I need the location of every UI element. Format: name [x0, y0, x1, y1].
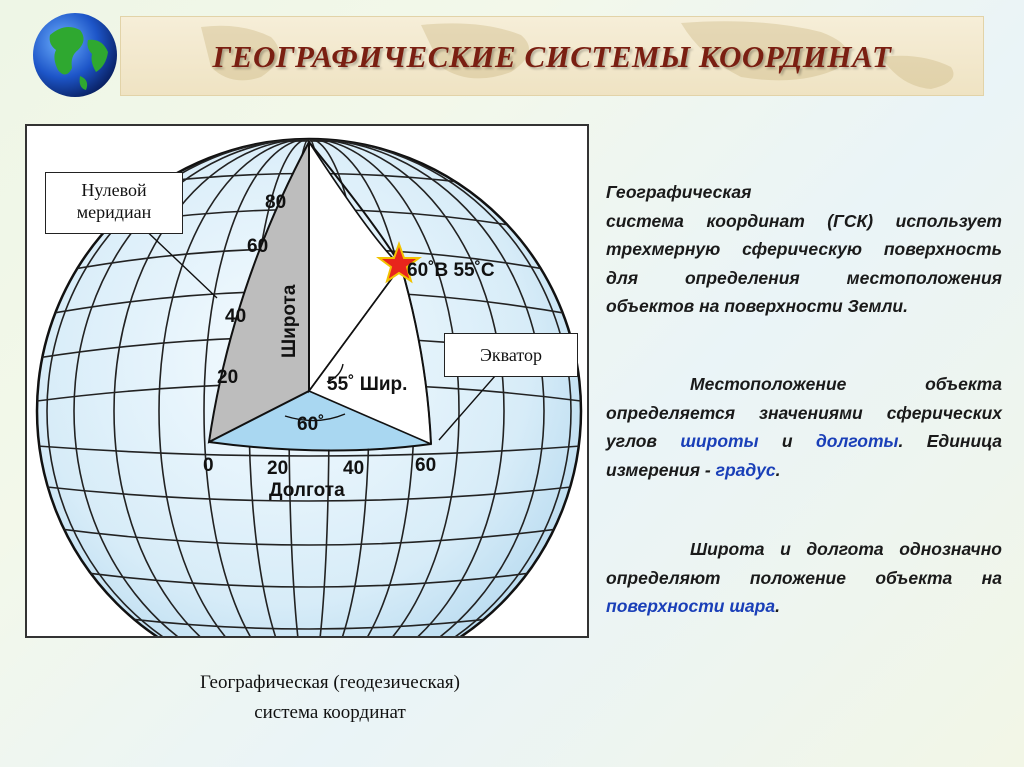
paragraph-location	[606, 370, 1002, 484]
latitude-term: широты	[680, 431, 759, 451]
caption-line1: Географическая (геодезическая)	[199, 672, 461, 693]
paragraph-uniqueness-a: Широта и долгота однозначно определяют положение объекта на	[606, 539, 1002, 588]
paragraph-gsk-heading: Географическая	[606, 182, 752, 202]
paragraph-uniqueness	[606, 535, 1002, 621]
paragraph-uniqueness-b: .	[775, 596, 780, 616]
sphere-surface-term: поверхности шара	[606, 596, 776, 616]
longitude-axis-label: Долгота	[269, 480, 345, 501]
caption-line2: система координат	[254, 702, 406, 723]
paragraph-location-b: и	[758, 431, 816, 451]
longitude-term: долготы	[815, 431, 899, 451]
figure-caption	[110, 668, 550, 728]
title-bar	[120, 16, 984, 96]
lat-tick-40: 40	[225, 306, 247, 327]
equator-label: Экватор	[479, 345, 543, 365]
latitude-angle-label: 55˚ Шир.	[327, 374, 408, 395]
paragraph-gsk	[606, 178, 1002, 321]
lon-tick-0: 0	[203, 455, 214, 476]
paragraph-location-d: .	[775, 459, 781, 480]
point-coordinates-label: 60˚В 55˚С	[407, 260, 495, 281]
lon-tick-20: 20	[267, 458, 289, 479]
page-title: ГЕОГРАФИЧЕСКИЕ СИСТЕМЫ КООРДИНАТ	[212, 39, 892, 74]
prime-meridian-label-line1: Нулевой	[81, 180, 147, 200]
paragraph-gsk-body: система координат (ГСК) использует трехмерную сферическую поверхность для определения местоположения объектов на поверхности Земли.	[606, 210, 1002, 316]
prime-meridian-callout	[45, 172, 183, 234]
coordinate-system-figure	[25, 124, 589, 638]
lat-tick-20: 20	[217, 367, 239, 388]
lat-tick-60: 60	[247, 236, 269, 257]
lon-tick-40: 40	[343, 458, 365, 479]
lat-tick-80: 80	[265, 192, 287, 213]
paragraph-location-c: . Единица измерения -	[606, 431, 1002, 480]
latitude-axis-label: Широта	[279, 284, 300, 358]
degree-term: градус	[715, 459, 776, 480]
paragraph-location-a: Местоположение объекта определяется значениями сферических углов	[606, 374, 1002, 451]
prime-meridian-label-line2: меридиан	[76, 202, 152, 222]
lon-tick-60: 60	[415, 455, 437, 476]
globe-icon	[30, 10, 120, 100]
longitude-angle-label: 60˚	[297, 414, 325, 435]
equator-callout	[444, 333, 578, 377]
